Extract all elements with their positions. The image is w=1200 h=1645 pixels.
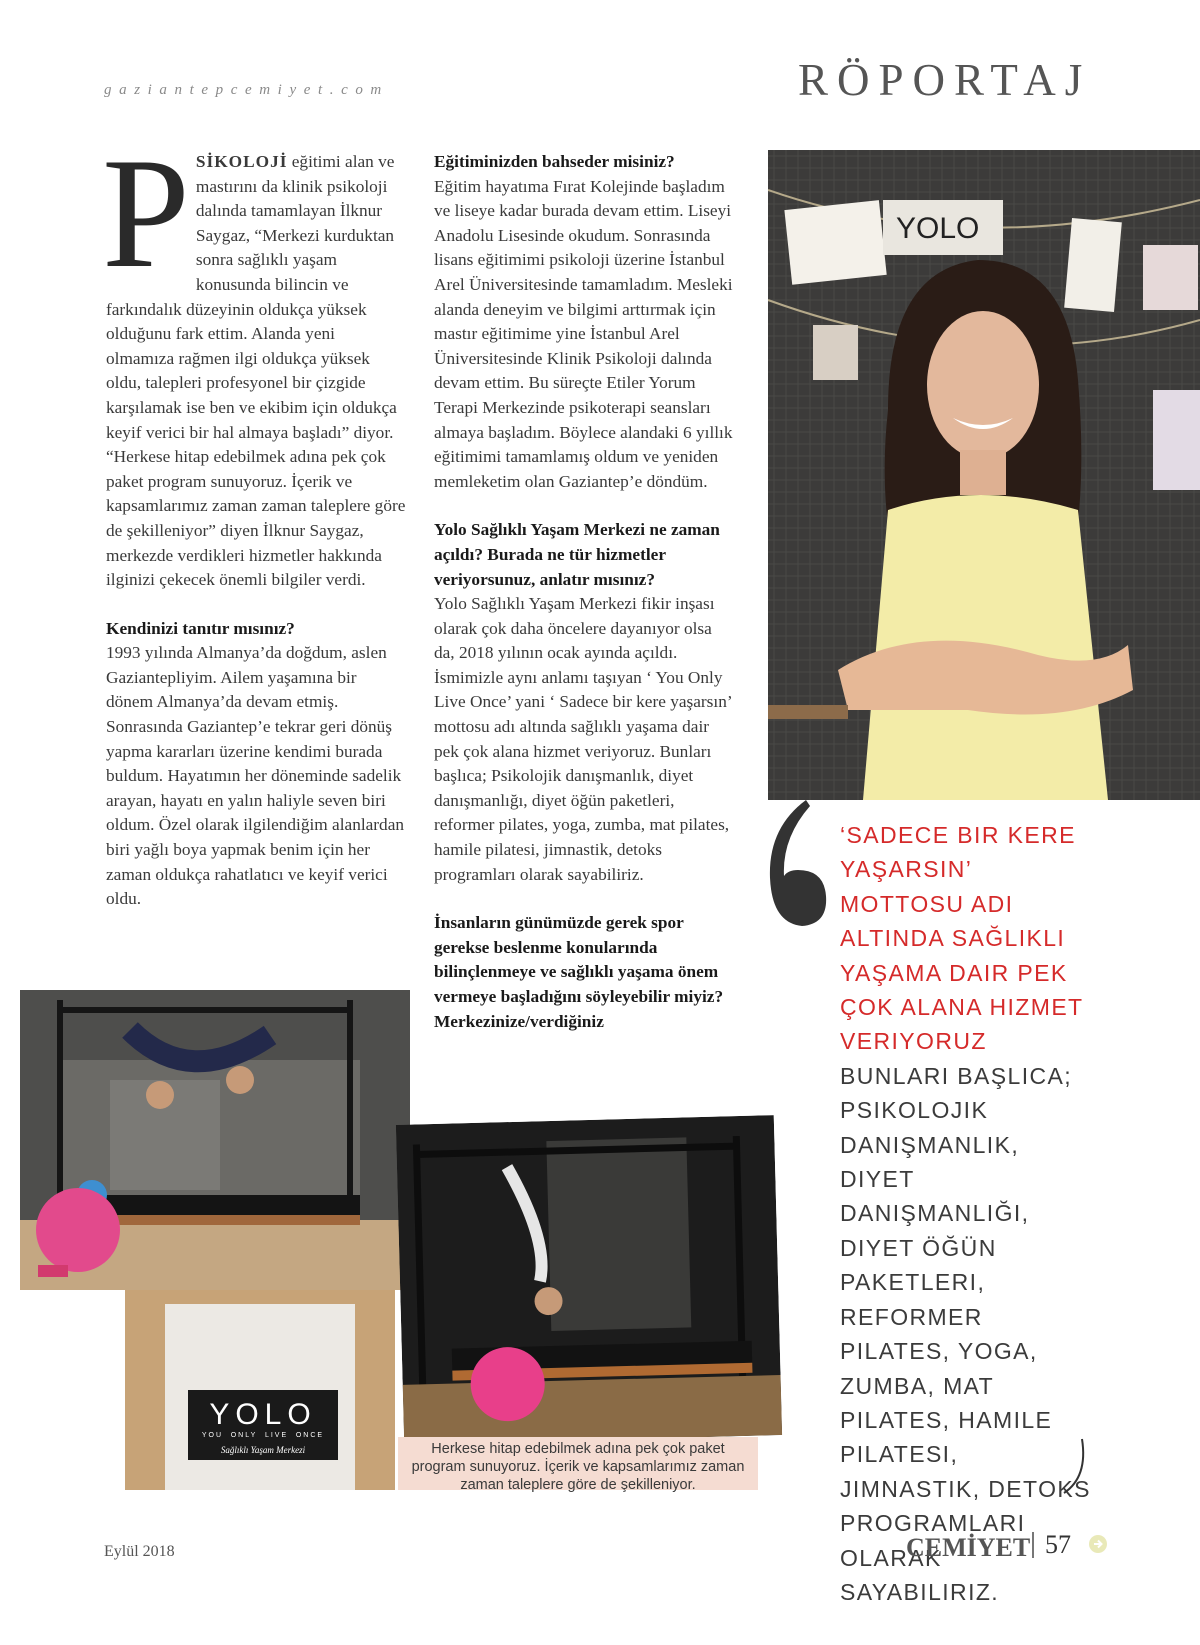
pull-quote-end-curl-icon (1060, 1437, 1100, 1497)
yolo-tagline (198, 1432, 328, 1439)
question-3: Yolo Sağlıklı Yaşam Merkezi ne zaman açıldı? Burada ne tür hizmetler veriyorsunuz, anlatır mısınız? (434, 520, 720, 589)
pull-quote-highlight: ‘SADECE BIR KERE YAŞARSIN’ MOTTOSU ADI ALTINDA SAĞLIKLI YAŞAMA DAIR PEK ÇOK ALANA HIZMET VERIYORUZ (840, 822, 1084, 1055)
intro-lead-word: SİKOLOJİ (195, 152, 288, 171)
next-page-icon (1088, 1534, 1108, 1554)
portrait-photo (768, 150, 1200, 800)
issue-date: Eylül 2018 (104, 1543, 175, 1560)
section-title: RÖPORTAJ (798, 55, 1092, 105)
intro-paragraph (102, 126, 406, 445)
gym-photo-aerial (20, 990, 410, 1290)
answer-3: Yolo Sağlıklı Yaşam Merkezi fikir inşası olarak çok daha öncelere dayanıyor olsa da, 2018 yılının ocak ayında açıldı. İsmimizle aynı anlamı taşıyan ‘ You Only Live Once’ yani ‘ Sadece bir kere yaşarsın’ mottosu adı altında sağlıklı yaşama dair pek çok alana hizmet veriyoruz. Bunları başlıca; Psikolojik danışmanlık, diyet danışmanlığı, diyet öğün paketleri, reformer pilates, yoga, zumba, mat pilates, hamile pilatesi, jimnastik, detoks programları olarak sayabiliriz. (434, 594, 732, 884)
wall-sign-text: YOLO (896, 212, 980, 245)
answer-2: Eğitim hayatıma Fırat Kolejinde başladım ve liseye kadar burada devam ettim. Liseyi Anadolu Lisesinde okudum. Sonrasında lisans eğitimimi psikoloji üzerine İstanbul Arel Üniversitesinde tamamladım. Mesleki alanda deneyim ve bilgimi arttırmak için mastır eğitimime yine İstanbul Arel Üniversitesinde Klinik Psikoloji dalında devam ettim. Bu süreçte Etiler Yorum Terapi Merkezinde psikoterapi seansları almaya başladım. Böylece alandaki 6 yıllık eğitimimi tamamlamış oldum ve yeniden memleketim olan Gaziantep’e döndüm. (434, 176, 733, 491)
article-column-2 (434, 150, 734, 1034)
yolo-tag-only: ONLY (230, 1432, 258, 1439)
intro-text: eğitimi alan ve mastırını da klinik psikoloji dalında tamamlayan İlknur Saygaz, “Merkezi kurduktan sonra sağlıklı yaşam konusunda bilincin ve farkındalık düzeyinin oldukça yüksek olduğunu fark ettim. Alanda yeni olmamıza rağmen ilgi oldukça yüksek oldu, talepleri profesyonel bir çizgide karşılamak ise ben ve ekibim için oldukça keyif verici bir hal almaya başladı” diyor. (106, 152, 397, 442)
site-url: gaziantepcemiyet.com (104, 82, 389, 98)
yolo-logo-text: YOLO (209, 1398, 317, 1431)
yolo-tag-once: ONCE (295, 1432, 325, 1439)
yolo-subtitle: Sağlıklı Yaşam Merkezi (220, 1445, 306, 1455)
page-number: 57 (1045, 1530, 1071, 1559)
pull-quote-rest: BUNLARI BAŞLICA; PSIKOLOJIK DANIŞMANLIK, DIYET DANIŞMANLIĞI, DIYET ÖĞÜN PAKETLERI, REFORMER PILATES, YOGA, ZUMBA, MAT PILATES, HAMILE PILATESI, JIMNASTIK, DETOKS PROGRAMLARI OLARAK SAYABILIRIZ. (840, 1062, 1091, 1605)
yolo-tag-you: YOU (201, 1432, 224, 1439)
footer-divider (1032, 1532, 1034, 1558)
question-1: Kendinizi tanıtır mısınız? (106, 618, 295, 638)
gym-photo-inverted (396, 1115, 782, 1445)
question-2: Eğitiminizden bahseder misiniz? (434, 152, 675, 171)
answer-1: 1993 yılında Almanya’da doğdum, aslen Gaziantepliyim. Ailem yaşamına bir dönem Almanya’da devam etmiş. Sonrasında Gaziantep’e tekrar geri dönüş yapma kararları üzerine kendimi burada buldum. Hayatımın her döneminde sadelik arayan, hayatı en yalın haliyle seven biri oldum. Özel olarak ilgilendiğim alanlardan biri yağlı boya yapmak benim için her zaman oldukça rahatlatıcı ve keyif verici oldu. (106, 643, 405, 909)
yolo-tag-live: LIVE (264, 1432, 289, 1439)
yolo-label (188, 1390, 338, 1460)
article-column-1 (102, 126, 406, 912)
intro-paragraph-2: “Herkese hitap edebilmek adına pek çok paket program sunuyoruz. İçerik ve kapsamlarımız zaman zaman taleplere göre de şekilleniyor” diyen İlknur Saygaz, merkezde verdikleri hizmetler hakkında ilginizi çekecek önemli bilgiler verdi. (106, 447, 406, 590)
magazine-brand: CEMİYET (906, 1533, 1031, 1562)
drop-cap: P (102, 126, 190, 301)
quote-mark-icon (766, 798, 830, 930)
question-4: İnsanların günümüzde gerek spor gerekse beslenme konularında bilinçlenmeye ve sağlıklı yaşama önem vermeye başladığını söyleyebilir miyiz? Merkezinize/verdiğiniz (434, 913, 724, 1031)
photo-caption: Herkese hitap edebilmek adına pek çok paket program sunuyoruz. İçerik ve kapsamlarımız zaman zaman taleplere göre de şekilleniyor. (398, 1437, 758, 1490)
yolo-box-photo (125, 1290, 395, 1490)
